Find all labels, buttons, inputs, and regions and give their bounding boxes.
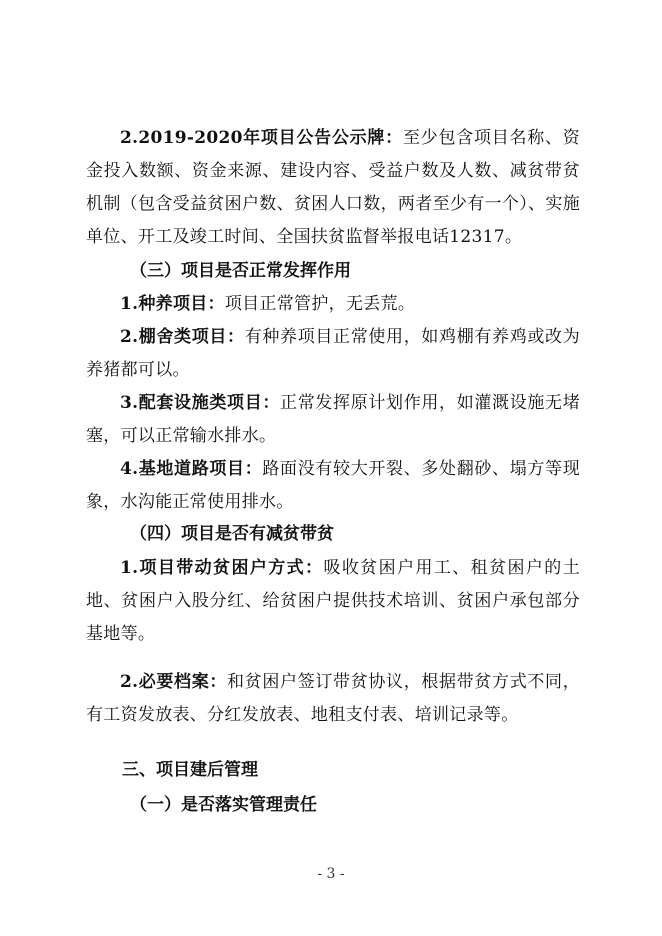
- paragraph-poverty-household-method: [86, 552, 580, 651]
- paragraph-facility-project: [86, 387, 580, 453]
- label-required-archives: 2.必要档案：: [120, 672, 228, 692]
- heading-section-3: （三）项目是否正常发挥作用: [130, 261, 351, 281]
- text-facility-project: 正常发挥原计划作用，如灌溉设施无堵塞，可以正常输水排水。: [86, 393, 580, 446]
- text-road-project: 路面没有较大开裂、多处翻砂、塌方等现象，水沟能正常使用排水。: [86, 459, 580, 512]
- text-2019-2020-notice-board: 至少包含项目名称、资金投入数额、资金来源、建设内容、受益户数及人数、减贫带贫机制（包含受益贫困户数、贫困人口数，两者至少有一个）、实施单位、开工及竣工时间、全国扶贫监督举报电话12317。: [86, 128, 580, 247]
- text-planting-project: 项目正常管护，无丢荒。: [224, 294, 416, 314]
- paragraph-2019-2020-notice-board: [86, 122, 580, 254]
- paragraph-road-project: [86, 453, 580, 519]
- label-road-project: 4.基地道路项目：: [120, 459, 263, 479]
- label-poverty-household-method: 1.项目带动贫困户方式：: [120, 558, 324, 578]
- label-facility-project: 3.配套设施类项目：: [120, 393, 281, 413]
- label-2019-2020-notice-board: 2.2019-2020年项目公告公示牌：: [120, 128, 403, 148]
- paragraph-planting-project: [86, 288, 580, 321]
- label-planting-project: 1.种养项目：: [120, 294, 225, 314]
- heading-chapter-3: 三、项目建后管理: [122, 760, 258, 780]
- heading-section-4: （四）项目是否有减贫带贫: [130, 524, 334, 544]
- text-required-archives: 和贫困户签订带贫协议，根据带贫方式不同，有工资发放表、分红发放表、地租支付表、培训记录等。: [86, 672, 580, 725]
- page-number: - 3 -: [317, 866, 345, 882]
- heading-chapter-3-sub-1: （一）是否落实管理责任: [130, 795, 317, 815]
- text-poverty-household-method: 吸收贫困户用工、租贫困户的土地、贫困户入股分红、给贫困户提供技术培训、贫困户承包部分基地等。: [86, 558, 580, 644]
- paragraph-shed-project: [86, 321, 580, 387]
- text-shed-project: 有种养项目正常使用，如鸡棚有养鸡或改为养猪都可以。: [86, 327, 580, 380]
- label-shed-project: 2.棚舍类项目：: [120, 327, 245, 347]
- paragraph-required-archives: [86, 666, 580, 732]
